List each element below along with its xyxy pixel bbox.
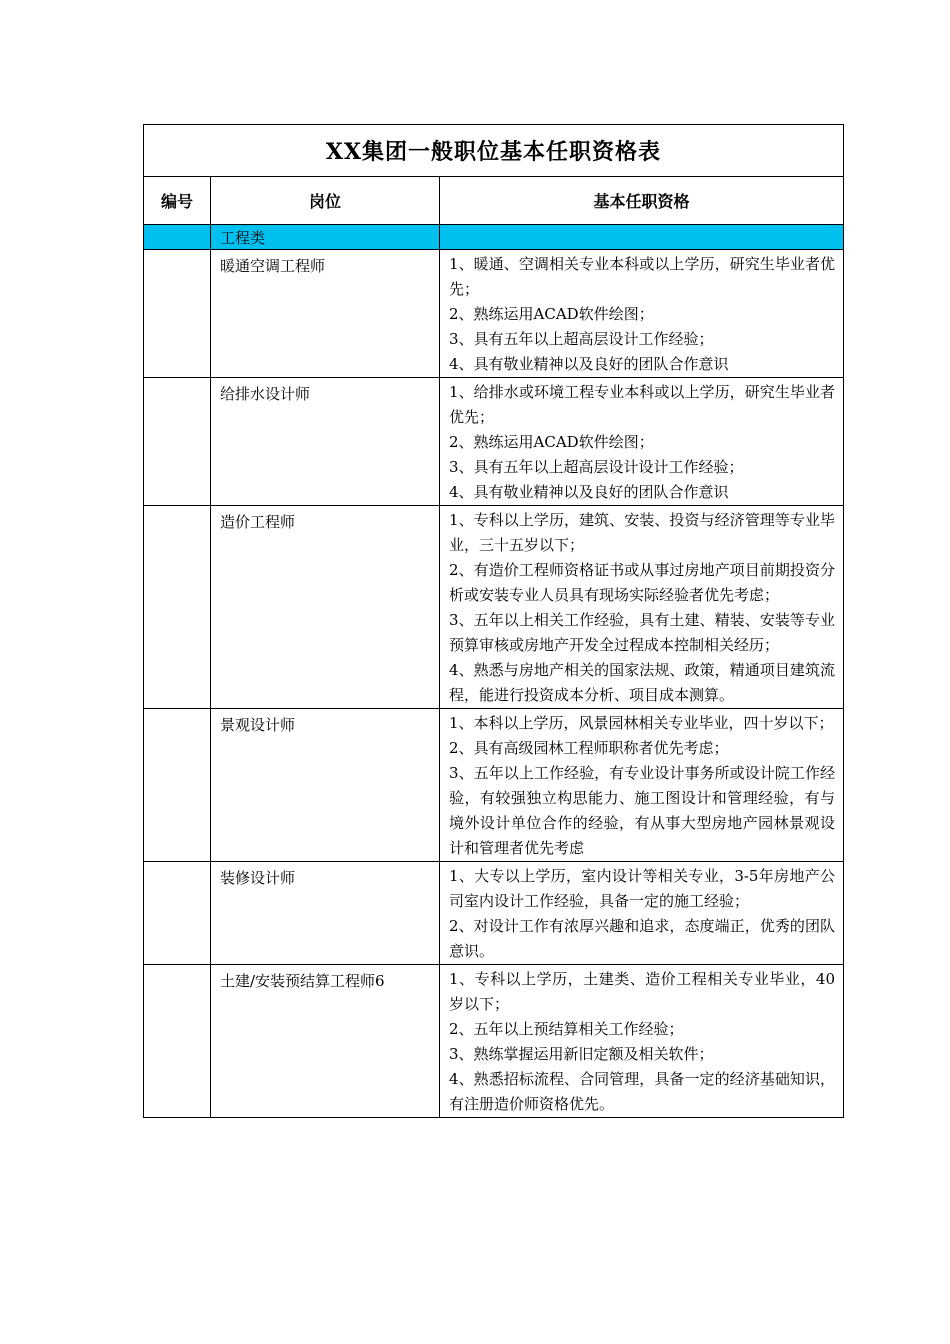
header-number: 编号 xyxy=(144,177,211,225)
requirement-item: 4、熟悉与房地产相关的国家法规、政策，精通项目建筑流程，能进行投资成本分析、项目成本测算。 xyxy=(449,661,835,704)
row-number-cell xyxy=(144,250,211,378)
requirement-item: 3、熟练掌握运用新旧定额及相关软件； xyxy=(449,1045,714,1063)
position-name: 造价工程师 xyxy=(211,506,440,709)
position-name: 暖通空调工程师 xyxy=(211,250,440,378)
requirement-item: 1、大专以上学历，室内设计等相关专业，3-5年房地产公司室内设计工作经验，具备一定的施工经验； xyxy=(449,867,835,910)
category-row xyxy=(144,225,844,250)
requirement-item: 4、具有敬业精神以及良好的团队合作意识 xyxy=(449,483,729,501)
table-row xyxy=(144,250,844,378)
table-row xyxy=(144,506,844,709)
requirement-item: 2、熟练运用ACAD软件绘图； xyxy=(449,433,654,451)
requirement-item: 2、五年以上预结算相关工作经验； xyxy=(449,1020,684,1038)
header-row xyxy=(144,177,844,225)
requirement-item: 3、具有五年以上超高层设计工作经验； xyxy=(449,330,714,348)
requirement-item: 3、具有五年以上超高层设计设计工作经验； xyxy=(449,458,744,476)
requirement-item: 1、本科以上学历，风景园林相关专业毕业，四十岁以下； xyxy=(449,714,834,732)
requirement-item: 2、对设计工作有浓厚兴趣和追求，态度端正，优秀的团队意识。 xyxy=(449,917,835,960)
table-row xyxy=(144,709,844,862)
requirements-cell xyxy=(440,965,844,1118)
table-title: XX集团一般职位基本任职资格表 xyxy=(144,125,844,177)
table-row xyxy=(144,862,844,965)
requirements-cell xyxy=(440,250,844,378)
header-position: 岗位 xyxy=(211,177,440,225)
requirement-item: 2、具有高级园林工程师职称者优先考虑； xyxy=(449,739,729,757)
requirement-item: 1、专科以上学历，土建类、造价工程相关专业毕业，40岁以下； xyxy=(449,970,835,1013)
position-name: 景观设计师 xyxy=(211,709,440,862)
requirement-item: 4、具有敬业精神以及良好的团队合作意识 xyxy=(449,355,729,373)
header-requirements: 基本任职资格 xyxy=(440,177,844,225)
category-requirements-cell xyxy=(440,225,844,250)
row-number-cell xyxy=(144,709,211,862)
requirements-cell xyxy=(440,709,844,862)
category-label: 工程类 xyxy=(211,225,440,250)
table-row xyxy=(144,378,844,506)
requirement-item: 3、五年以上相关工作经验，具有土建、精装、安装等专业预算审核或房地产开发全过程成本控制相关经历； xyxy=(449,611,835,654)
row-number-cell xyxy=(144,965,211,1118)
requirement-item: 2、有造价工程师资格证书或从事过房地产项目前期投资分析或安装专业人员具有现场实际经验者优先考虑； xyxy=(449,561,835,604)
position-name: 土建/安装预结算工程师6 xyxy=(211,965,440,1118)
row-number-cell xyxy=(144,378,211,506)
qualification-table xyxy=(143,124,844,1118)
requirements-cell xyxy=(440,506,844,709)
requirement-item: 1、专科以上学历，建筑、安装、投资与经济管理等专业毕业，三十五岁以下； xyxy=(449,511,835,554)
requirement-item: 4、熟悉招标流程、合同管理，具备一定的经济基础知识，有注册造价师资格优先。 xyxy=(449,1070,835,1113)
requirements-cell xyxy=(440,862,844,965)
position-rows xyxy=(144,250,844,1118)
row-number-cell xyxy=(144,506,211,709)
requirement-item: 3、五年以上工作经验，有专业设计事务所或设计院工作经验，有较强独立构思能力、施工图设计和管理经验，有与境外设计单位合作的经验，有从事大型房地产园林景观设计和管理者优先考虑 xyxy=(449,764,835,857)
table-row xyxy=(144,965,844,1118)
requirements-cell xyxy=(440,378,844,506)
position-name: 装修设计师 xyxy=(211,862,440,965)
row-number-cell xyxy=(144,862,211,965)
category-number-cell xyxy=(144,225,211,250)
requirement-item: 1、给排水或环境工程专业本科或以上学历，研究生毕业者优先； xyxy=(449,383,835,426)
requirement-item: 2、熟练运用ACAD软件绘图； xyxy=(449,305,654,323)
requirement-item: 1、暖通、空调相关专业本科或以上学历，研究生毕业者优先； xyxy=(449,255,835,298)
title-row xyxy=(144,125,844,177)
position-name: 给排水设计师 xyxy=(211,378,440,506)
